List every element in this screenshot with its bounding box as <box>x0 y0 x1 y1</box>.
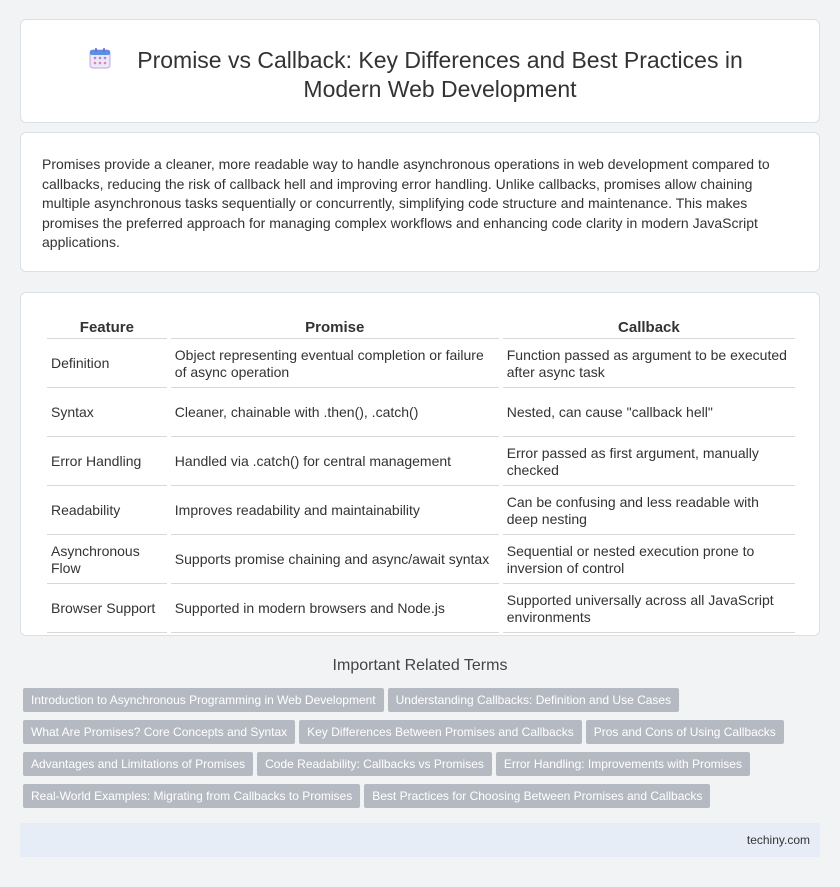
related-tag[interactable]: Code Readability: Callbacks vs Promises <box>257 752 492 776</box>
row-promise: Supports promise chaining and async/await syntax <box>171 537 499 584</box>
related-tag[interactable]: Pros and Cons of Using Callbacks <box>586 720 784 744</box>
row-callback: Can be confusing and less readable with deep nesting <box>503 488 795 535</box>
table-row <box>47 586 795 633</box>
row-callback: Error passed as first argument, manually checked <box>503 439 795 486</box>
header-callback: Callback <box>503 317 795 339</box>
related-tags <box>23 688 813 816</box>
row-promise: Object representing eventual completion or failure of async operation <box>171 341 499 388</box>
title-card <box>20 19 820 123</box>
comparison-card <box>20 292 820 636</box>
row-feature: Definition <box>47 341 167 388</box>
row-callback: Supported universally across all JavaScript environments <box>503 586 795 633</box>
intro-card <box>20 132 820 272</box>
row-callback: Function passed as argument to be executed after async task <box>503 341 795 388</box>
row-promise: Handled via .catch() for central management <box>171 439 499 486</box>
related-tag[interactable]: What Are Promises? Core Concepts and Syntax <box>23 720 295 744</box>
header-promise: Promise <box>171 317 499 339</box>
row-promise: Cleaner, chainable with .then(), .catch() <box>171 390 499 437</box>
related-tag[interactable]: Real-World Examples: Migrating from Callbacks to Promises <box>23 784 360 808</box>
row-feature: Syntax <box>47 390 167 437</box>
related-terms-title: Important Related Terms <box>332 657 508 674</box>
footer <box>20 823 820 857</box>
row-callback: Sequential or nested execution prone to inversion of control <box>503 537 795 584</box>
related-tag[interactable]: Key Differences Between Promises and Callbacks <box>299 720 582 744</box>
row-feature: Readability <box>47 488 167 535</box>
row-feature: Error Handling <box>47 439 167 486</box>
footer-site[interactable]: techiny.com <box>746 833 810 847</box>
table-row <box>47 537 795 584</box>
table-header-row <box>47 317 795 339</box>
related-tag[interactable]: Best Practices for Choosing Between Promises and Callbacks <box>364 784 710 808</box>
table-row <box>47 439 795 486</box>
row-promise: Supported in modern browsers and Node.js <box>171 586 499 633</box>
row-callback: Nested, can cause "callback hell" <box>503 390 795 437</box>
table-row <box>47 341 795 388</box>
row-feature: Browser Support <box>47 586 167 633</box>
table-row <box>47 390 795 437</box>
related-tag[interactable]: Error Handling: Improvements with Promises <box>496 752 750 776</box>
comparison-table <box>43 315 799 635</box>
row-promise: Improves readability and maintainability <box>171 488 499 535</box>
table-row <box>47 488 795 535</box>
related-tag[interactable]: Introduction to Asynchronous Programming in Web Development <box>23 688 384 712</box>
related-tag[interactable]: Advantages and Limitations of Promises <box>23 752 253 776</box>
intro-paragraph: Promises provide a cleaner, more readable way to handle asynchronous operations in web development compared to callbacks, reducing the risk of callback hell and improving error handling. Unlike callbacks, promises allow chaining multiple asynchronous tasks sequentially or concurrently, simplifying code structure and maintenance. This makes promises the preferred approach for managing complex workflows and enhancing code clarity in modern JavaScript applications. <box>42 156 770 250</box>
related-tag[interactable]: Understanding Callbacks: Definition and Use Cases <box>388 688 679 712</box>
row-feature: Asynchronous Flow <box>47 537 167 584</box>
header-feature: Feature <box>47 317 167 339</box>
page-title: Promise vs Callback: Key Differences and Best Practices in Modern Web Development <box>137 47 743 102</box>
